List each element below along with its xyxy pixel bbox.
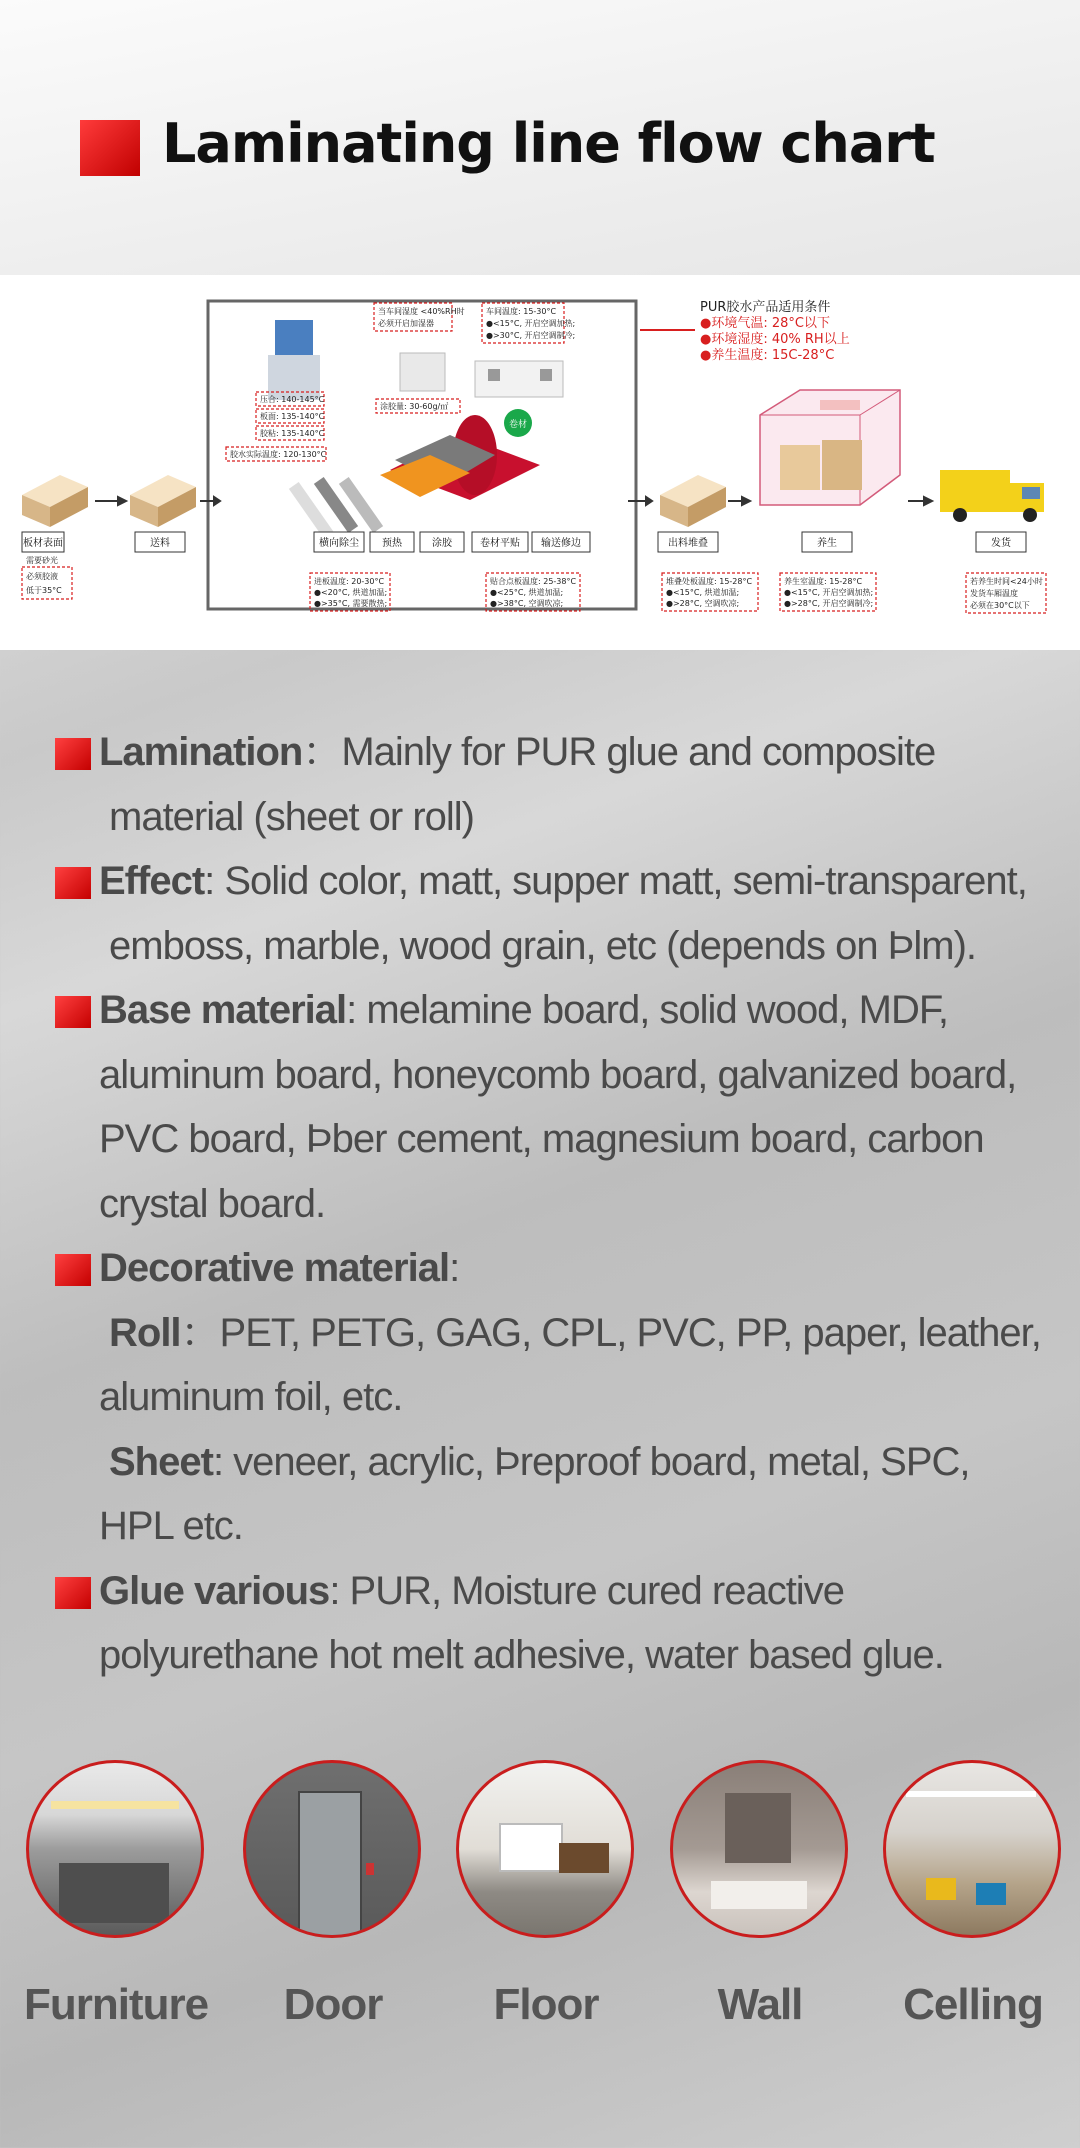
roll-sep: ： bbox=[180, 1310, 220, 1355]
effect-label: Effect bbox=[99, 859, 205, 903]
step-label: 板材表面 bbox=[23, 538, 63, 549]
effect-item bbox=[55, 849, 1045, 978]
output-stack-icon bbox=[660, 475, 726, 527]
bullet-square-icon bbox=[55, 1577, 91, 1609]
flow-label: ●>30°C, 开启空调制冷; bbox=[486, 331, 576, 340]
step-label: 横向除尘 bbox=[319, 538, 359, 549]
roll-text: PET, PETG, GAG, CPL, PVC, PP, paper, leather, bbox=[219, 1310, 1041, 1355]
application-wall bbox=[670, 1760, 850, 2029]
flow-label: 车间温度: 15-30°C bbox=[486, 307, 557, 316]
spec-list bbox=[55, 720, 1045, 1688]
lamination-text-2: material (sheet or roll) bbox=[109, 794, 475, 839]
flow-label: 当车间湿度 <40%RH时 bbox=[378, 307, 465, 316]
door-photo-icon bbox=[243, 1760, 421, 1938]
note-item: ●环境气温: 28°C以下 bbox=[700, 316, 830, 331]
base-material-text: : melamine board, solid wood, MDF, bbox=[346, 988, 948, 1032]
flow-label: ●>28°C, 开启空调制冷; bbox=[784, 599, 874, 608]
decorative-material-item bbox=[55, 1236, 1045, 1559]
flow-chart-panel bbox=[0, 275, 1080, 650]
board-feed-icon bbox=[130, 475, 196, 527]
flow-label: ●<15°C, 开启空调加热; bbox=[784, 588, 874, 597]
flow-label: ●>28°C, 空调吹凉; bbox=[666, 599, 740, 608]
step-label: 涂胶 bbox=[432, 538, 452, 549]
flow-label: ●<20°C, 烘道加温; bbox=[314, 588, 388, 597]
flow-label: ●<15°C, 烘道加温; bbox=[666, 588, 740, 597]
flow-label: ●<25°C, 烘道加温; bbox=[490, 588, 564, 597]
bullet-square-icon bbox=[55, 1254, 91, 1286]
roll-text-2: aluminum foil, etc. bbox=[99, 1375, 403, 1419]
flow-label: ●<15°C, 开启空调加热; bbox=[486, 319, 576, 328]
page-title: Laminating line flow chart bbox=[162, 112, 935, 175]
lamination-item bbox=[55, 720, 1045, 849]
application-floor bbox=[456, 1760, 636, 2029]
step-label: 卷材平贴 bbox=[480, 538, 520, 549]
flow-label: 必须开启加湿器 bbox=[378, 319, 434, 328]
application-label: Wall bbox=[717, 1980, 803, 2029]
lamination-text: Mainly for PUR glue and composite bbox=[341, 730, 936, 774]
flow-label: 必须胶液 bbox=[26, 572, 58, 581]
step-label: 发货 bbox=[991, 538, 1011, 549]
flow-label: 压合: 140-145°C bbox=[260, 395, 325, 404]
base-material-label: Base material bbox=[99, 988, 347, 1032]
floor-room-photo-icon bbox=[456, 1760, 634, 1938]
base-material-text-2: aluminum board, honeycomb board, galvanized board, bbox=[99, 1052, 1017, 1097]
flow-label: ●>35°C, 需要散热; bbox=[314, 599, 388, 608]
decorative-material-label: Decorative material bbox=[99, 1246, 450, 1290]
curing-room-icon bbox=[760, 390, 900, 505]
step-label: 出料堆叠 bbox=[668, 538, 708, 549]
lamination-label: Lamination bbox=[99, 730, 303, 774]
glue-text: : PUR, Moisture cured reactive bbox=[329, 1568, 844, 1613]
step-label: 送料 bbox=[150, 538, 170, 549]
base-material-text-3: PVC board, Þber cement, magnesium board, carbon bbox=[99, 1117, 984, 1161]
note-item: ●环境湿度: 40% RH以上 bbox=[700, 332, 850, 347]
laminating-rollers-icon bbox=[289, 415, 540, 538]
applications-row bbox=[0, 1760, 1080, 2029]
flow-label: 涂胶量: 30-60g/㎡ bbox=[380, 402, 449, 411]
bullet-square-icon bbox=[55, 996, 91, 1028]
board-stack-icon bbox=[22, 475, 88, 527]
note-item: ●养生温度: 15C-28°C bbox=[700, 348, 835, 363]
effect-text: : Solid color, matt, supper matt, semi-transparent, bbox=[204, 859, 1027, 903]
header-banner bbox=[0, 0, 1080, 275]
flow-label: 必须在30°C以下 bbox=[970, 601, 1030, 610]
flow-label: 若养生时间<24小时 bbox=[970, 577, 1043, 586]
glue-item bbox=[55, 1559, 1045, 1688]
flow-label: 需要砂光 bbox=[26, 556, 58, 565]
lamination-sep: ： bbox=[302, 730, 342, 774]
application-door bbox=[243, 1760, 423, 2029]
application-label: Celling bbox=[903, 1980, 1043, 2029]
decorative-material-colon: : bbox=[449, 1246, 460, 1290]
application-label: Floor bbox=[493, 1980, 599, 2029]
step-label: 输送修边 bbox=[541, 538, 581, 549]
flow-label: ●>38°C, 空调吹凉; bbox=[490, 599, 564, 608]
delivery-truck-icon bbox=[940, 470, 1044, 522]
humidifier-icon bbox=[400, 353, 445, 391]
sheet-text-2: HPL etc. bbox=[99, 1504, 243, 1548]
application-label: Door bbox=[283, 1980, 383, 2029]
flow-label: 堆叠处板温度: 15-28°C bbox=[666, 577, 753, 586]
step-label: 养生 bbox=[817, 538, 837, 549]
kitchen-cabinet-photo-icon bbox=[26, 1760, 204, 1938]
flow-label: 低于35°C bbox=[26, 586, 62, 595]
sheet-text: : veneer, acrylic, Þreproof board, metal, SPC, bbox=[212, 1439, 970, 1484]
glue-label: Glue various bbox=[99, 1568, 330, 1613]
base-material-text-4: crystal board. bbox=[99, 1181, 326, 1226]
flow-chart-diagram bbox=[0, 275, 1080, 650]
bullet-square-icon bbox=[55, 867, 91, 899]
title-square-icon bbox=[80, 120, 140, 176]
ceiling-office-photo-icon bbox=[883, 1760, 1061, 1938]
flow-label: 胶粘: 135-140°C bbox=[260, 429, 325, 438]
roll-badge: 卷材 bbox=[508, 420, 528, 430]
flow-label: 养生室温度: 15-28°C bbox=[784, 577, 863, 586]
sheet-label: Sheet bbox=[109, 1439, 213, 1484]
effect-text-2: emboss, marble, wood grain, etc (depends on Þlm). bbox=[109, 923, 976, 968]
application-furniture bbox=[23, 1760, 209, 2029]
application-ceiling bbox=[883, 1760, 1063, 2029]
flow-label: 发货车厢温度 bbox=[970, 589, 1018, 598]
notes-title: PUR胶水产品适用条件 bbox=[700, 300, 831, 315]
flow-label: 进板温度: 20-30°C bbox=[314, 577, 385, 586]
flow-label: 贴合点板温度: 25-38°C bbox=[490, 577, 577, 586]
step-label: 预热 bbox=[382, 538, 402, 549]
roll-label: Roll bbox=[109, 1310, 181, 1355]
base-material-item bbox=[55, 978, 1045, 1236]
glue-text-2: polyurethane hot melt adhesive, water based glue. bbox=[99, 1633, 944, 1677]
flow-label: 板面: 135-140°C bbox=[260, 412, 325, 421]
flow-label: 胶水实际温度: 120-130°C bbox=[230, 450, 327, 459]
living-wall-photo-icon bbox=[670, 1760, 848, 1938]
application-label: Furniture bbox=[23, 1980, 209, 2029]
bullet-square-icon bbox=[55, 738, 91, 770]
